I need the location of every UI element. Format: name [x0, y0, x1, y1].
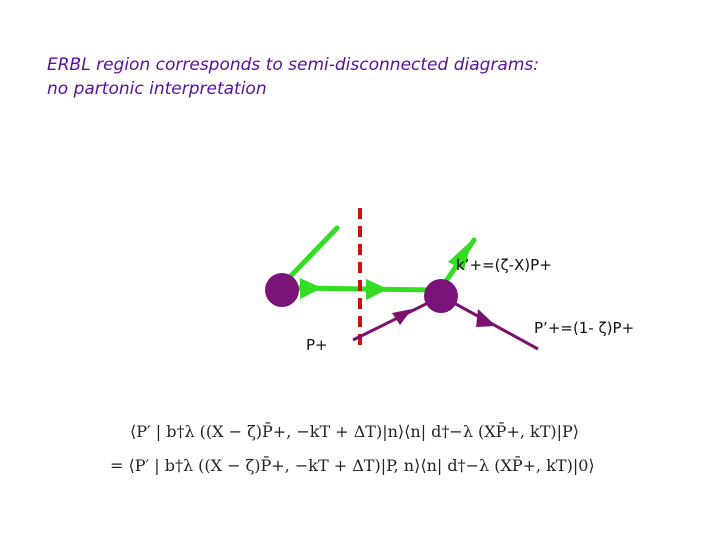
vertex-right — [424, 279, 458, 313]
label-p-in: P+ — [306, 336, 328, 354]
proton-arrow-in — [392, 309, 412, 325]
equation-line-2: = ⟨P′ | b†λ ((X − ζ)P̄+, −kT + ΔT)|P, n⟩⟨n| d†−λ (XP̄+, kT)|0⟩ — [110, 456, 595, 475]
heading-line-2: no partonic interpretation — [47, 79, 267, 99]
label-k-momentum: k’+=(ζ-X)P+ — [456, 256, 552, 274]
quark-arrow-1 — [300, 278, 322, 299]
vertex-left — [265, 273, 299, 307]
quark-arrow-2 — [366, 279, 388, 300]
equation-line-1: ⟨P′ | b†λ ((X − ζ)P̄+, −kT + ΔT)|n⟩⟨n| d†−λ (XP̄+, kT)|P⟩ — [130, 422, 580, 441]
heading-line-1: ERBL region corresponds to semi-disconnected diagrams: — [47, 55, 539, 75]
quark-line-left — [285, 228, 337, 282]
proton-arrow-out — [476, 309, 496, 327]
label-p-out: P’+=(1- ζ)P+ — [534, 319, 635, 337]
